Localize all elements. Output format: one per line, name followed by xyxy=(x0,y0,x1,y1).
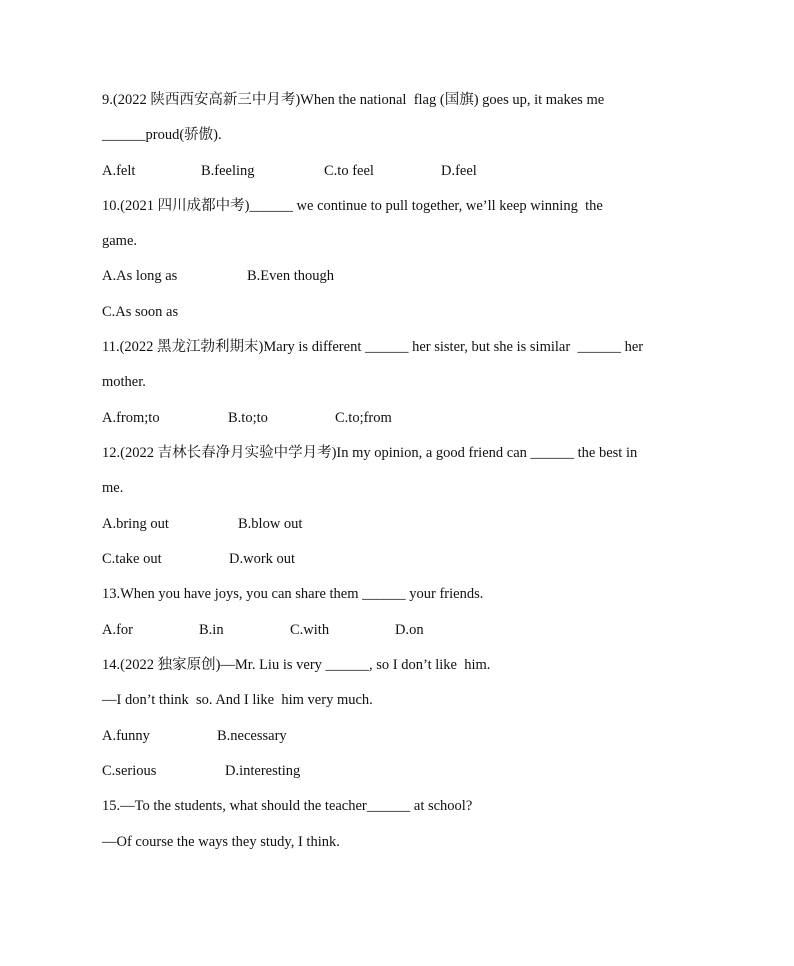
question-9-option-c: C.to feel xyxy=(324,163,374,179)
question-14-stem-line-2: —I don’t think so. And I like him very much. xyxy=(102,692,373,708)
question-11-stem-line-2: mother. xyxy=(102,374,146,390)
question-10-stem-line-1: 10.(2021 四川成都中考)______ we continue to pull together, we’ll keep winning the xyxy=(102,198,603,214)
question-12-option-b: B.blow out xyxy=(238,516,303,532)
question-9-option-b: B.feeling xyxy=(201,163,255,179)
question-15-stem-line-1: 15.—To the students, what should the teacher______ at school? xyxy=(102,798,473,814)
question-10-option-c: C.As soon as xyxy=(102,304,179,320)
question-13-option-d: D.on xyxy=(395,622,424,638)
question-13-option-c: C.with xyxy=(290,622,330,638)
question-11-option-c: C.to;from xyxy=(335,410,392,426)
question-12-option-a: A.bring out xyxy=(102,516,169,532)
question-12-option-c: C.take out xyxy=(102,551,162,567)
question-12-stem-line-2: me. xyxy=(102,480,124,496)
question-10-option-b: B.Even though xyxy=(247,268,334,284)
question-11-option-b: B.to;to xyxy=(228,410,268,426)
question-14-option-b: B.necessary xyxy=(217,728,287,744)
question-9-option-a: A.felt xyxy=(102,163,136,179)
question-14-option-c: C.serious xyxy=(102,763,157,779)
question-13-option-b: B.in xyxy=(199,622,224,638)
question-9-option-d: D.feel xyxy=(441,163,477,179)
question-14-stem-line-1: 14.(2022 独家原创)—Mr. Liu is very ______, so I don’t like him. xyxy=(102,657,491,673)
question-9-stem-line-1: 9.(2022 陕西西安高新三中月考)When the national flag (国旗) goes up, it makes me xyxy=(102,92,605,108)
question-10-option-a: A.As long as xyxy=(102,268,178,284)
question-13-stem-line-1: 13.When you have joys, you can share them ______ your friends. xyxy=(102,586,484,602)
question-11-stem-line-1: 11.(2022 黑龙江勃利期末)Mary is different ______ her sister, but she is similar ______ her xyxy=(102,339,644,355)
question-9-stem-line-2: ______proud(骄傲). xyxy=(102,127,222,143)
question-12-option-d: D.work out xyxy=(229,551,296,567)
question-14-option-d: D.interesting xyxy=(225,763,301,779)
question-11-option-a: A.from;to xyxy=(102,410,160,426)
question-10-stem-line-2: game. xyxy=(102,233,138,249)
question-12-stem-line-1: 12.(2022 吉林长春净月实验中学月考)In my opinion, a good friend can ______ the best in xyxy=(102,445,638,461)
question-13-option-a: A.for xyxy=(102,622,134,638)
question-15-stem-line-2: —Of course the ways they study, I think. xyxy=(102,834,340,850)
question-14-option-a: A.funny xyxy=(102,728,150,744)
